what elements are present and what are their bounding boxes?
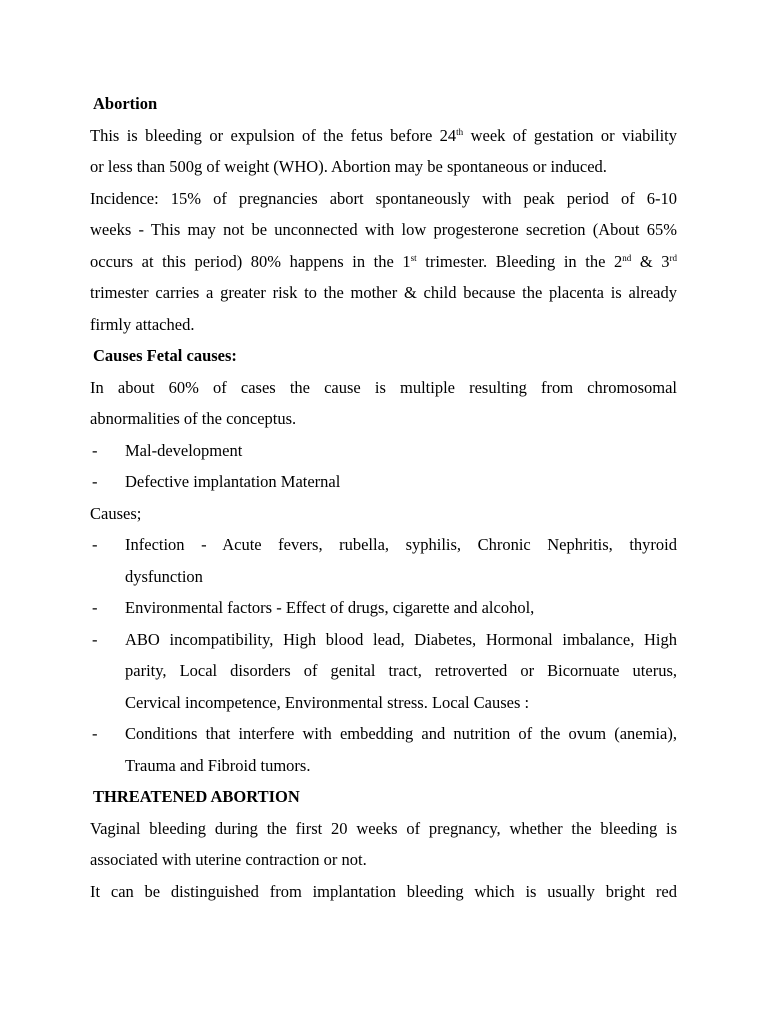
paragraph-line: Vaginal bleeding during the first 20 weeks of pregnancy, whether the bleeding is	[90, 818, 677, 838]
bullet-dash: -	[92, 598, 98, 617]
document-body	[90, 88, 677, 907]
list-item: - Environmental factors - Effect of drugs, cigarette and alcohol,	[90, 592, 677, 624]
paragraph-line: firmly attached.	[90, 314, 195, 334]
list-item-continuation: Trauma and Fibroid tumors.	[125, 755, 311, 775]
list-item: - Defective implantation Maternal	[90, 466, 677, 498]
paragraph-line: It can be distinguished from implantation bleeding which is usually bright red	[90, 881, 677, 901]
paragraph-line: Incidence: 15% of pregnancies abort spontaneously with peak period of 6-10	[90, 188, 677, 208]
bullet-dash: -	[92, 535, 98, 554]
list-item: - ABO incompatibility, High blood lead, Diabetes, Hormonal imbalance, High	[90, 624, 677, 656]
paragraph-line: In about 60% of cases the cause is multiple resulting from chromosomal	[90, 377, 677, 397]
bullet-dash: -	[92, 440, 98, 460]
list-item-continuation: parity, Local disorders of genital tract, retroverted or Bicornuate uterus,	[125, 661, 677, 680]
paragraph-line: occurs at this period) 80% happens in the 1st trimester. Bleeding in the 2nd & 3rd	[90, 251, 677, 271]
paragraph-line: abnormalities of the conceptus.	[90, 409, 297, 428]
paragraph-line: or less than 500g of weight (WHO). Abortion may be spontaneous or induced.	[90, 157, 607, 176]
causes-label: Causes;	[90, 503, 142, 523]
section-heading-abortion: Abortion	[93, 94, 158, 113]
list-item-continuation: dysfunction	[125, 566, 203, 586]
paragraph-line: This is bleeding or expulsion of the fetus before 24th week of gestation or viability	[90, 125, 677, 145]
bullet-dash: -	[92, 724, 98, 743]
paragraph-line: trimester carries a greater risk to the mother & child because the placenta is already	[90, 283, 677, 302]
paragraph-line: associated with uterine contraction or not.	[90, 850, 367, 869]
bullet-dash: -	[92, 472, 98, 491]
list-item: - Conditions that interfere with embedding and nutrition of the ovum (anemia),	[90, 718, 677, 750]
paragraph-line: weeks - This may not be unconnected with low progesterone secretion (About 65%	[90, 220, 677, 239]
list-item: - Infection - Acute fevers, rubella, syphilis, Chronic Nephritis, thyroid	[90, 529, 677, 561]
bullet-dash: -	[92, 629, 98, 649]
section-heading-threatened-abortion: THREATENED ABORTION	[93, 787, 300, 806]
section-heading-causes: Causes Fetal causes:	[93, 346, 237, 365]
list-item: - Mal-development	[90, 435, 677, 467]
list-item-continuation: Cervical incompetence, Environmental stress. Local Causes :	[125, 692, 530, 712]
